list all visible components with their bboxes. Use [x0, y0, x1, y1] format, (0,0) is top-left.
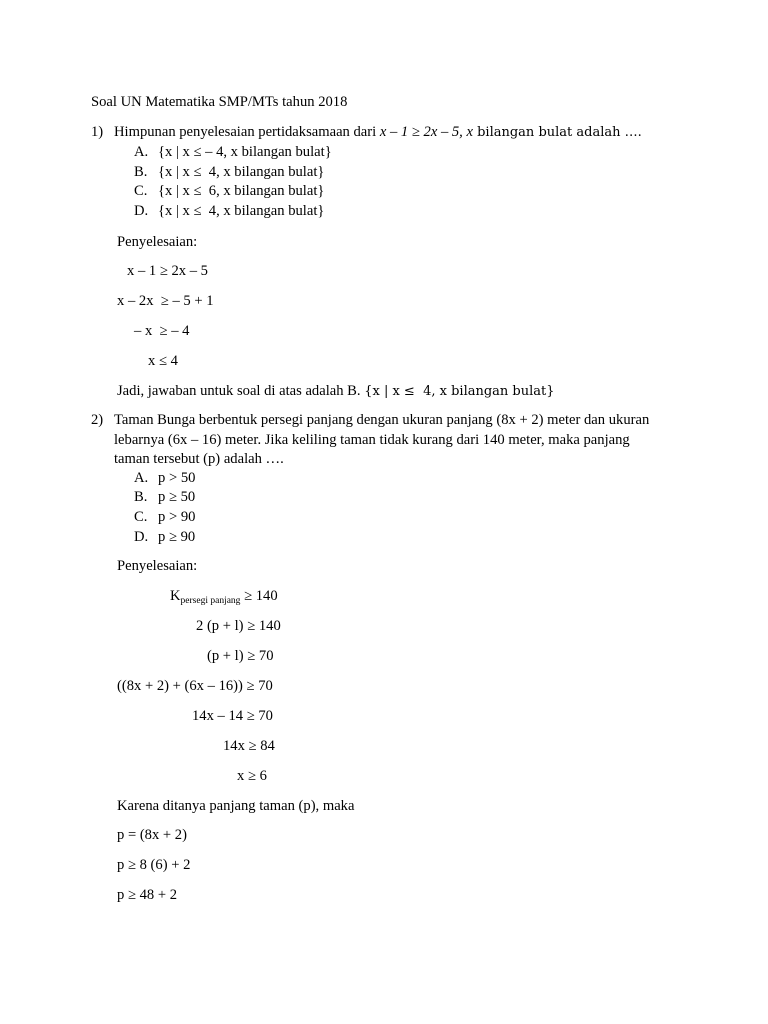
q1-option-b-text: {x | x ≤ 4, x bilangan bulat} [158, 164, 325, 180]
q1-step-3: – x ≥ – 4 [134, 323, 190, 339]
q1-answer [117, 382, 555, 401]
q2-k-sub: persegi panjang [180, 596, 241, 606]
q1-step-1: x – 1 ≥ 2x – 5 [127, 263, 208, 279]
q1-step-4: x ≤ 4 [148, 353, 178, 369]
q2-number: 2) [91, 412, 104, 428]
q2-step-2: (p + l) ≥ 70 [207, 648, 274, 664]
q1-option-c-text: {x | x ≤ 6, x bilangan bulat} [158, 183, 325, 199]
q1-step-2: x – 2x ≥ – 5 + 1 [117, 293, 214, 309]
q2-step-4: 14x – 14 ≥ 70 [192, 708, 273, 724]
q2-stem-line-3: taman tersebut (p) adalah …. [114, 451, 284, 467]
q1-option-b-letter: B. [134, 164, 148, 180]
q2-step-6: x ≥ 6 [237, 768, 267, 784]
q1-option-c-letter: C. [134, 183, 148, 199]
q2-conclusion: Karena ditanya panjang taman (p), maka [117, 798, 355, 814]
q2-step-3: ((8x + 2) + (6x – 16)) ≥ 70 [117, 678, 273, 694]
q2-final-step-2: p ≥ 8 (6) + 2 [117, 857, 191, 873]
q1-option-a-letter: A. [134, 144, 149, 160]
q2-option-d-letter: D. [134, 529, 149, 545]
q1-stem-a: Himpunan penyelesaian pertidaksamaan dari [114, 124, 380, 140]
q2-step-5: 14x ≥ 84 [223, 738, 275, 754]
q2-option-a-letter: A. [134, 470, 149, 486]
q2-step-1: 2 (p + l) ≥ 140 [196, 618, 281, 634]
q2-option-c-text: p > 90 [158, 509, 196, 525]
q2-k-main: K [170, 588, 181, 604]
q2-solution-label: Penyelesaian: [117, 558, 198, 574]
q1-stem [114, 123, 642, 142]
q2-k-rest: ≥ 140 [240, 588, 278, 604]
q1-option-d-letter: D. [134, 203, 149, 219]
q2-stem-line-1: Taman Bunga berbentuk persegi panjang dengan ukuran panjang (8x + 2) meter dan ukuran [114, 412, 650, 428]
q2-final-step-3: p ≥ 48 + 2 [117, 887, 178, 903]
q2-option-c-letter: C. [134, 509, 148, 525]
q2-option-b-text: p ≥ 50 [158, 489, 196, 505]
q1-number: 1) [91, 124, 104, 140]
q2-perimeter-line [170, 587, 278, 610]
q2-final-step-1: p = (8x + 2) [117, 827, 187, 843]
q1-stem-b: x – 1 ≥ 2x – 5, x [379, 124, 473, 140]
document-title: Soal UN Matematika SMP/MTs tahun 2018 [91, 94, 348, 110]
q1-answer-set: {x | x ≤ 4, x bilangan bulat} [364, 384, 555, 399]
q1-stem-c: bilangan bulat adalah …. [472, 125, 642, 140]
q2-option-a-text: p > 50 [158, 470, 196, 486]
q2-option-b-letter: B. [134, 489, 148, 505]
q2-stem-line-2: lebarnya (6x – 16) meter. Jika keliling taman tidak kurang dari 140 meter, maka panjang [114, 432, 630, 448]
q1-option-a-text: {x | x ≤ – 4, x bilangan bulat} [158, 144, 332, 160]
q1-option-d-text: {x | x ≤ 4, x bilangan bulat} [158, 203, 325, 219]
q1-answer-prefix: Jadi, jawaban untuk soal di atas adalah B. [117, 383, 365, 399]
q2-option-d-text: p ≥ 90 [158, 529, 196, 545]
q1-solution-label: Penyelesaian: [117, 234, 198, 250]
